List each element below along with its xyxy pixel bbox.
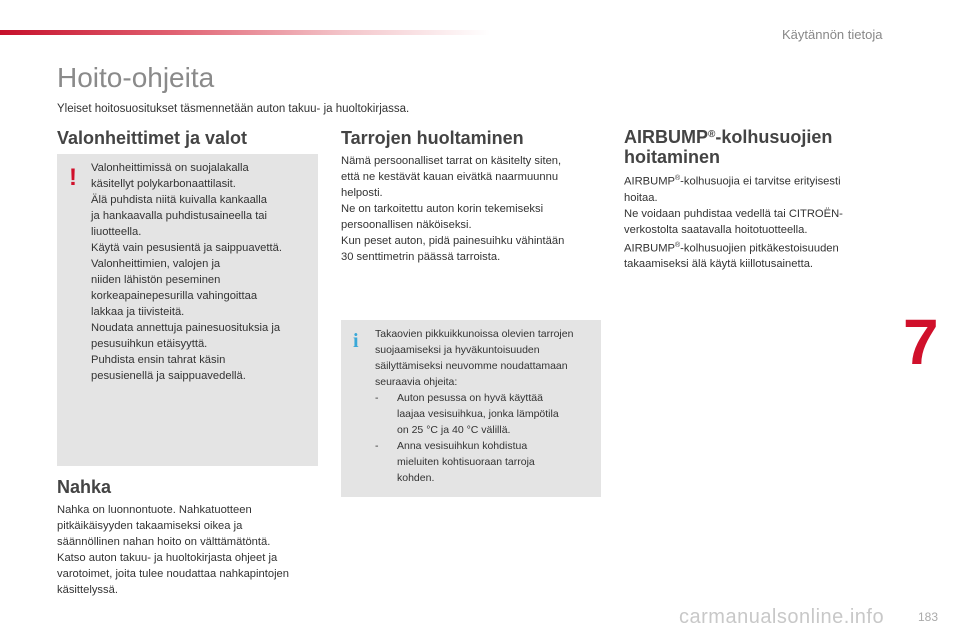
info-item-line: mieluiten kohtisuoraan tarroja bbox=[397, 456, 535, 468]
watermark-logo: carmanualsonline.info bbox=[679, 606, 885, 628]
airbump-brand: AIRBUMP bbox=[624, 242, 675, 255]
info-item-line: on 25 °C ja 40 °C välillä. bbox=[397, 424, 511, 436]
airbump-line: hoitaa. bbox=[624, 191, 658, 204]
lights-warning-box bbox=[57, 154, 318, 466]
leather-line: säännöllinen nahan hoito on välttämätöntä. bbox=[57, 536, 271, 548]
warning-line: lakkaa ja tiivisteitä. bbox=[91, 306, 185, 318]
list-dash: - bbox=[375, 440, 379, 452]
airbump-line-rest: -kolhusuojia ei tarvitse erityisesti bbox=[680, 175, 841, 188]
info-item-line: Auton pesussa on hyvä käyttää bbox=[397, 392, 543, 404]
airbump-heading-line2: hoitaminen bbox=[624, 147, 721, 167]
warning-line: liuotteella. bbox=[91, 226, 142, 238]
airbump-text bbox=[624, 171, 879, 272]
warning-line: pesusuihkun etäisyyttä. bbox=[91, 338, 208, 350]
decals-line: Ne on tarkoitettu auton korin tekemiseksi bbox=[341, 203, 544, 215]
info-line: Takaovien pikkuikkunoissa olevien tarrojen bbox=[375, 328, 574, 340]
info-item-line: Anna vesisuihkun kohdistua bbox=[397, 440, 528, 452]
registered-mark: ® bbox=[674, 241, 681, 249]
airbump-line: Ne voidaan puhdistaa vedellä tai CITROËN- bbox=[624, 207, 843, 220]
page-number: 183 bbox=[918, 610, 939, 624]
warning-line: pesusienellä ja saippuavedellä. bbox=[91, 370, 246, 382]
leather-heading: Nahka bbox=[57, 477, 112, 497]
decals-info-box bbox=[341, 320, 601, 497]
decals-heading: Tarrojen huoltaminen bbox=[341, 128, 524, 148]
info-line: suojaamiseksi ja hyväkuntoisuuden bbox=[375, 344, 540, 356]
warning-icon: ! bbox=[69, 164, 77, 191]
info-line: säilyttämiseksi neuvomme noudattamaan bbox=[375, 360, 568, 372]
airbump-brand: AIRBUMP bbox=[624, 175, 675, 188]
decals-line: 30 senttimetrin päässä tarroista. bbox=[341, 251, 501, 263]
airbump-line bbox=[624, 238, 879, 257]
warning-line: Älä puhdista niitä kuivalla kankaalla bbox=[91, 194, 268, 206]
airbump-line: verkostolta saatavalla hoitotuotteella. bbox=[624, 223, 808, 236]
warning-line: Käytä vain pesusientä ja saippuavettä. bbox=[91, 242, 282, 254]
leather-line: Katso auton takuu- ja huoltokirjasta ohjeet ja bbox=[57, 552, 278, 564]
warning-line: Noudata annettuja painesuosituksia ja bbox=[91, 322, 281, 334]
airbump-heading-brand: AIRBUMP bbox=[624, 127, 708, 147]
leather-line: varotoimet, joita tulee noudattaa nahkapintojen bbox=[57, 568, 289, 580]
lights-heading: Valonheittimet ja valot bbox=[57, 128, 248, 148]
decals-info-text bbox=[375, 326, 597, 486]
chapter-number: 7 bbox=[903, 306, 939, 378]
list-dash: - bbox=[375, 392, 379, 404]
warning-line: Puhdista ensin tahrat käsin bbox=[91, 354, 226, 366]
info-list-item bbox=[375, 438, 597, 486]
info-icon: i bbox=[353, 330, 359, 352]
info-item-line: laajaa vesisuihkua, jonka lämpötila bbox=[397, 408, 559, 420]
airbump-heading-rest: -kolhusuojien bbox=[715, 127, 833, 147]
decals-line: Nämä persoonalliset tarrat on käsitelty siten, bbox=[341, 155, 562, 167]
registered-mark: ® bbox=[674, 175, 681, 182]
decals-line: Kun peset auton, pidä painesuihku vähintään bbox=[341, 235, 565, 247]
info-item-line: kohden. bbox=[397, 472, 435, 484]
airbump-line-rest: -kolhusuojien pitkäkestoisuuden bbox=[680, 242, 839, 255]
info-list-item bbox=[375, 390, 597, 438]
leather-line: pitkäikäisyyden takaamiseksi oikea ja bbox=[57, 520, 243, 532]
decals-line: että ne kestävät kauan eivätkä naarmuunnu bbox=[341, 171, 559, 183]
page-title: Hoito-ohjeita bbox=[57, 62, 215, 93]
decals-line: helposti. bbox=[341, 187, 383, 199]
decals-line: persoonallisen näköiseksi. bbox=[341, 219, 472, 231]
registered-mark: ® bbox=[708, 129, 716, 140]
airbump-line: takaamiseksi älä käytä kiillotusainetta. bbox=[624, 258, 814, 271]
leather-line: käsittelyssä. bbox=[57, 584, 118, 596]
airbump-heading bbox=[624, 127, 884, 167]
leather-text bbox=[57, 502, 319, 598]
lights-warning-text bbox=[91, 160, 311, 384]
leather-line: Nahka on luonnontuote. Nahkatuotteen bbox=[57, 504, 252, 516]
warning-line: Valonheittimissä on suojalakalla bbox=[91, 162, 249, 174]
page-subtitle: Yleiset hoitosuositukset täsmennetään auton takuu- ja huoltokirjassa. bbox=[57, 103, 410, 115]
decals-text bbox=[341, 153, 599, 265]
warning-line: Valonheittimien, valojen ja bbox=[91, 258, 221, 270]
airbump-line bbox=[624, 171, 879, 190]
warning-line: niiden lähistön peseminen bbox=[91, 274, 221, 286]
warning-line: käsitellyt polykarbonaattilasit. bbox=[91, 178, 236, 190]
chapter-title: Käytännön tietoja bbox=[782, 27, 883, 42]
header-accent-bar bbox=[0, 30, 490, 35]
warning-line: korkeapainepesurilla vahingoittaa bbox=[91, 290, 258, 302]
warning-line: ja hankaavalla puhdistusaineella tai bbox=[91, 210, 268, 222]
info-line: seuraavia ohjeita: bbox=[375, 376, 458, 388]
